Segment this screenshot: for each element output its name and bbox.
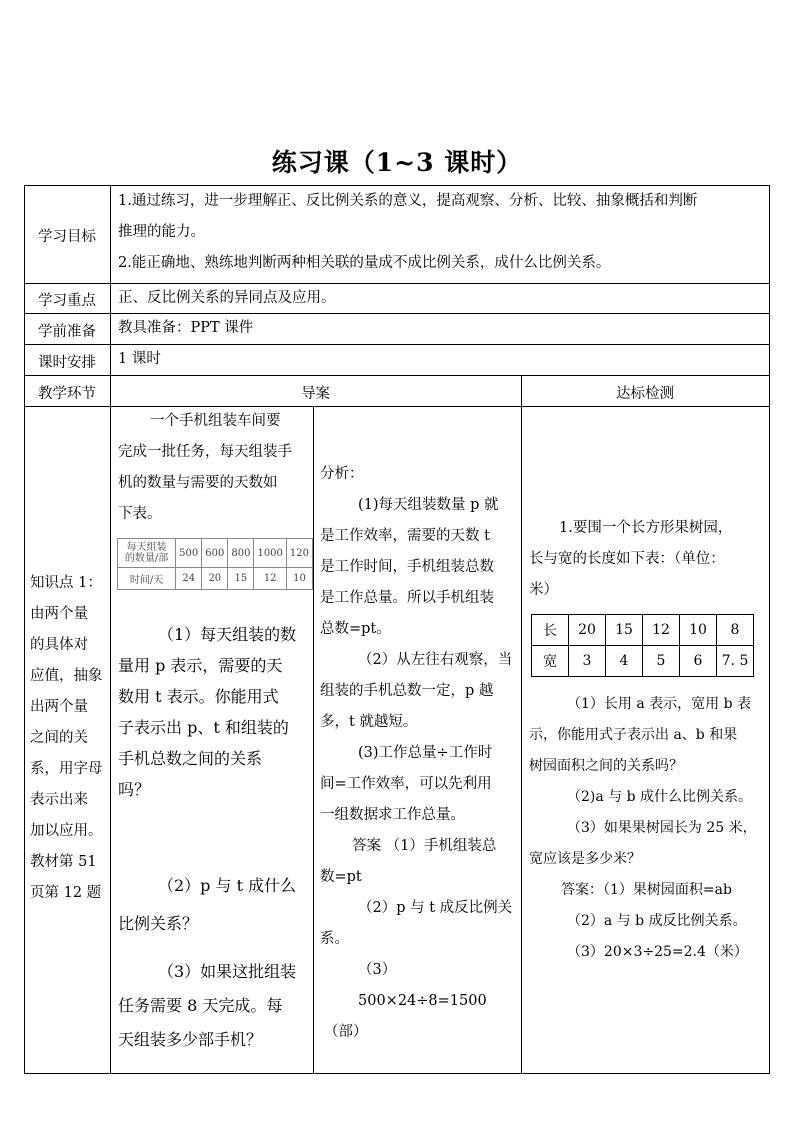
q-line: 数用 t 表示。你能用式 [118,687,279,706]
goal-line: 1.通过练习，进一步理解正、反比例关系的意义，提高观察、分析、比较、抽象概括和判断 [118,193,698,209]
time-text: 1 课时 [118,351,161,367]
table-cell: 8 [717,615,754,646]
problem-q2 [118,870,312,939]
table-cell: 4 [606,646,643,677]
phone-row1-label [118,539,176,568]
analysis-line: （2）p 与 t 成反比例关 [358,900,513,916]
phone-table [117,538,313,590]
problem-q3 [118,955,312,1057]
time-label: 课时安排 [38,355,96,371]
table-cell: 5 [643,646,680,677]
orchard-table [531,614,754,677]
problem-line: 下表。 [118,506,162,522]
problem-q1 [118,619,312,805]
analysis-line: （部） [324,1024,368,1040]
kp-line: 由两个量 [30,606,88,622]
analysis-line: 多，t 就越短。 [320,714,418,730]
kp-line: 教材第 51 [30,854,97,870]
table-cell: 10 [286,568,312,590]
table-cell: 12 [643,615,680,646]
goal-text [118,186,766,279]
kp-line: 系，用字母 [30,761,103,777]
table-cell: 20 [569,615,606,646]
analysis-line: (1)每天组装数量 p 就 [358,497,499,513]
check-line: （3）如果果树园长为 25 米， [567,820,757,836]
q-line: 比例关系？ [118,914,199,933]
analysis-line: 总数=pt。 [320,621,391,637]
table-cell: 800 [228,539,254,568]
goal-label: 学习目标 [38,229,96,245]
kp-line: 出两个量 [30,699,88,715]
check-questions [529,689,767,968]
analysis-line: 答案 （1）手机组装总 [352,838,497,854]
table-cell: 15 [228,568,254,590]
check-line: 长与宽的长度如下表：（单位： [529,551,725,567]
analysis-line: （3）500×24÷8=1500 [358,962,487,1009]
table-cell: 120 [286,539,312,568]
check-line: 1.要围一个长方形果树园， [559,520,733,536]
problem-line: 完成一批任务，每天组装手 [118,444,292,460]
analysis-line: 组装的手机总数一定，p 越 [320,683,494,699]
prep-label: 学前准备 [38,324,96,340]
table-cell: 10 [680,615,717,646]
table-cell: 600 [202,539,228,568]
kp-line: 的具体对 [30,637,88,653]
check-line: 示，你能用式子表示出 a、b 和果 [529,727,738,743]
problem-line: 一个手机组装车间要 [150,413,281,429]
table-cell: 20 [202,568,228,590]
q-line: 任务需要 8 天完成。每 [118,996,283,1015]
orchard-row2-label: 宽 [532,646,569,677]
q-line: 子表示出 p、t 和组装的 [118,718,289,737]
analysis-line: （2）从左往右观察，当 [358,652,513,668]
q-line: 天组装多少部手机？ [118,1030,263,1049]
q-line: 手机总数之间的关系 [118,749,263,768]
header-check: 达标检测 [616,386,674,402]
table-cell: 3 [569,646,606,677]
check-line: （1）长用 a 表示，宽用 b 表 [567,696,752,712]
check-line: （2)a 与 b 成什么比例关系。 [567,789,753,805]
analysis-line: 是工作总量。所以手机组装 [320,590,494,606]
kp-line: 页第 12 题 [30,885,102,901]
analysis-line: 是工作时间，手机组装总数 [320,559,494,575]
goal-line: 2.能正确地、熟练地判断两种相关联的量成不成比例关系，成什么比例关系。 [118,255,611,271]
table-cell: 500 [176,539,202,568]
q-line: （3）如果这批组装 [158,962,297,981]
focus-label: 学习重点 [38,293,96,309]
knowledge-point [30,568,110,909]
check-line: （3）20×3÷25=2.4（米） [567,944,748,960]
phone-table-wrapper [117,538,313,604]
analysis-line: 系。 [320,931,349,947]
analysis [320,459,520,1048]
check-line: 答案：（1）果树园面积=ab [561,882,732,898]
header-step: 教学环节 [38,386,96,402]
analysis-line: 数=pt [320,869,362,885]
problem-line: 机的数量与需要的天数如 [118,475,278,491]
check-line: （2）a 与 b 成反比例关系。 [567,913,747,929]
table-cell: 15 [606,615,643,646]
header-guide: 导案 [301,386,330,402]
kp-line: 之间的关 [30,730,88,746]
label-part: 的数量/部 [124,553,169,564]
analysis-line: 是工作效率，需要的天数 t [320,528,490,544]
check-line: 宽应该是多少米？ [529,851,641,867]
analysis-line: 一组数据求工作总量。 [320,807,465,823]
orchard-row1-label: 长 [532,615,569,646]
kp-line: 表示出来 [30,792,88,808]
prep-text: 教具准备：PPT 课件 [118,320,254,336]
table-cell: 6 [680,646,717,677]
goal-line: 推理的能力。 [118,224,205,240]
q-line: 量用 p 表示，需要的天 [118,656,283,675]
label-part: 每天组装 [126,542,167,553]
kp-line: 加以应用。 [30,823,103,839]
check-intro [529,513,767,606]
focus-text: 正、反比例关系的异同点及应用。 [118,290,336,306]
analysis-line: 间=工作效率，可以先利用 [320,776,492,792]
q-line: （2）p 与 t 成什么 [158,876,297,895]
table-cell: 1000 [254,539,286,568]
page-title: 练习课（1~3 课时） [271,148,523,177]
table-cell: 24 [176,568,202,590]
table-cell: 7. 5 [717,646,754,677]
phone-row2-label: 时间/天 [118,568,176,590]
table-cell: 12 [254,568,286,590]
q-line: 吗？ [118,780,151,799]
q-line: （1）每天组装的数 [158,625,297,644]
check-line: 树园面积之间的关系吗？ [529,758,683,774]
check-line: 米） [529,582,558,598]
kp-line: 应值，抽象 [30,668,103,684]
analysis-heading: 分析： [320,466,364,482]
analysis-line: (3)工作总量÷工作时 [358,745,493,761]
problem-intro [118,406,310,530]
kp-line: 知识点 1： [30,575,102,591]
